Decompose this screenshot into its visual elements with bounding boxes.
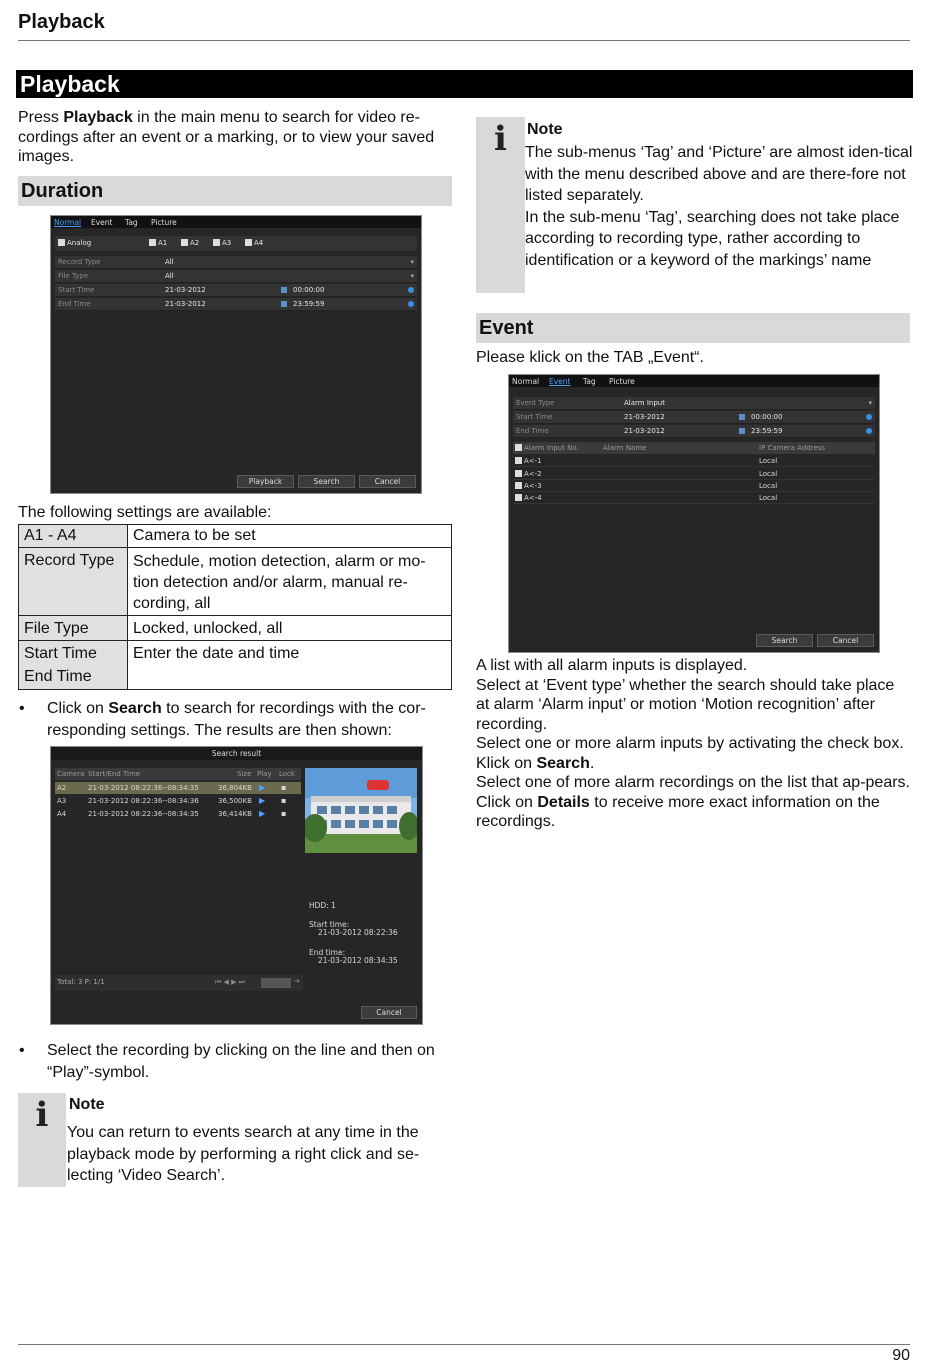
table-row [19, 525, 452, 548]
camera-a2-checkbox[interactable]: A2 [181, 239, 199, 247]
running-title: Playback [18, 11, 105, 33]
select-all-checkbox[interactable] [515, 444, 522, 451]
info-icon: i [35, 1095, 49, 1135]
lock-icon[interactable]: ▪ [281, 809, 287, 818]
setting-key: Record Type [19, 548, 128, 616]
setting-value: Camera to be set [128, 525, 452, 548]
clock-icon[interactable] [408, 287, 414, 293]
end-time-label: End time: [309, 948, 346, 957]
alarm-checkbox[interactable] [515, 494, 522, 501]
record-type-row[interactable]: Record Type All ▾ [55, 256, 417, 269]
tab-event[interactable]: Event [549, 377, 571, 386]
note-text: You can return to events search at any time in the playback mode by performing a right click and se-lecting ‘Video Search’. [67, 1124, 420, 1184]
alarm-table-header: Alarm Input No. Alarm Name IP Camera Address [513, 442, 875, 454]
tab-normal[interactable]: Normal [512, 377, 540, 386]
table-row[interactable]: A<-1 Local [513, 455, 875, 467]
event-type-row[interactable]: Event Type Alarm Input ▾ [513, 397, 875, 410]
tab-tag[interactable]: Tag [125, 218, 138, 227]
lock-icon[interactable]: ▪ [281, 783, 287, 792]
calendar-icon[interactable] [739, 414, 745, 420]
table-row[interactable]: A<-4 Local [513, 492, 875, 504]
search-button[interactable]: Search [756, 634, 813, 647]
table-row[interactable]: A<-3 Local [513, 480, 875, 492]
note-sidebar [18, 1093, 66, 1187]
alarm-checkbox[interactable] [515, 470, 522, 477]
setting-value: Enter the date and time [128, 641, 452, 690]
info-icon: i [494, 119, 507, 159]
analog-checkbox[interactable]: Analog [58, 239, 91, 247]
note-sidebar [476, 117, 525, 293]
table-row [19, 548, 452, 616]
footer-rule [18, 1344, 910, 1345]
setting-value: Locked, unlocked, all [128, 616, 452, 641]
dvr-tab-bar [51, 216, 421, 228]
dvr-tab-bar [509, 375, 879, 387]
table-row [19, 616, 452, 641]
preview-thumbnail [305, 768, 417, 853]
event-heading: Event [476, 313, 910, 343]
hdd-info: HDD: 1 [309, 901, 336, 910]
bullet-search: Click on Search to search for recordings with the cor-responding settings. The results are then shown: [47, 700, 426, 739]
cancel-button[interactable]: Cancel [361, 1006, 417, 1019]
lock-icon[interactable]: ▪ [281, 796, 287, 805]
camera-a4-checkbox[interactable]: A4 [245, 239, 263, 247]
play-icon[interactable]: ▶ [259, 783, 266, 792]
alarm-checkbox[interactable] [515, 457, 522, 464]
start-time-label: Start time: [309, 920, 350, 929]
dialog-title: Search result [51, 747, 422, 760]
cancel-button[interactable]: Cancel [817, 634, 874, 647]
note-title: Note [527, 121, 563, 138]
page-input[interactable] [261, 978, 291, 988]
play-icon[interactable]: ▶ [259, 809, 266, 818]
chevron-down-icon: ▾ [868, 399, 872, 407]
calendar-icon[interactable] [281, 287, 287, 293]
bullet-dot: • [19, 700, 25, 717]
clock-icon[interactable] [866, 414, 872, 420]
pagination-bar [55, 975, 303, 991]
chevron-down-icon: ▾ [410, 258, 414, 266]
setting-key: A1 - A4 [19, 525, 128, 548]
bullet-dot: • [19, 1042, 25, 1059]
clock-icon[interactable] [866, 428, 872, 434]
chevron-down-icon: ▾ [410, 272, 414, 280]
calendar-icon[interactable] [739, 428, 745, 434]
table-row[interactable]: A4 21-03-2012 08:22:36--08:34:35 36,414KB ▶ ▪ [57, 809, 287, 818]
event-screenshot [508, 374, 880, 653]
note-title: Note [69, 1096, 105, 1113]
page-nav-icons[interactable]: ⏮ ◀ ▶ ⏭ [215, 978, 246, 986]
bullet-select-recording: Select the recording by clicking on the line and then on “Play”-symbol. [47, 1042, 435, 1081]
playback-button[interactable]: Playback [237, 475, 294, 488]
setting-key: File Type [19, 616, 128, 641]
event-intro: Please klick on the TAB „Event“. [476, 349, 704, 366]
alarm-checkbox[interactable] [515, 482, 522, 489]
start-time-value: 21-03-2012 08:22:36 [318, 928, 398, 937]
search-button[interactable]: Search [298, 475, 355, 488]
event-description: A list with all alarm inputs is displayed. Select at ‘Event type’ whether the search should take place at alarm ‘Alarm input’ or motion ‘Motion recognition’ after recording. Select one or more alarm inputs by activating the check box. Klick on Search. Select one of more alarm recordings on the list that ap-pears. Click on Details to receive more exact information on the recordings. [476, 657, 910, 830]
table-row[interactable]: A2 21-03-2012 08:22:36--08:34:35 36,804KB ▶ ▪ [55, 782, 301, 794]
intro-paragraph: Press Playback in the main menu to search for video re-cordings after an event or a marking, or to view your saved images. [18, 109, 435, 165]
result-header: Camera Start/End Time Size Play Lock [55, 768, 301, 780]
file-type-row[interactable]: File Type All ▾ [55, 270, 417, 283]
setting-value: Schedule, motion detection, alarm or mo-tion detection and/or alarm, manual re-cording, all [128, 548, 452, 616]
go-icon[interactable]: ➔ [294, 977, 300, 985]
tab-tag[interactable]: Tag [583, 377, 596, 386]
table-row [19, 641, 452, 690]
camera-row [55, 236, 417, 252]
duration-heading: Duration [18, 176, 452, 206]
end-time-row[interactable]: End Time 21-03-2012 23:59:59 [513, 425, 875, 438]
camera-a1-checkbox[interactable]: A1 [149, 239, 167, 247]
note-text: The sub-menus ‘Tag’ and ‘Picture’ are almost iden-tical with the menu described above and are there-fore not listed separately. In the sub-menu ‘Tag’, searching does not take place according to recording type, rather according to identification or a keyword of the markings’ name [525, 144, 913, 269]
tab-normal[interactable]: Normal [54, 218, 82, 227]
settings-intro: The following settings are available: [18, 504, 272, 521]
tab-picture[interactable]: Picture [609, 377, 635, 386]
settings-table [18, 524, 452, 690]
header-rule [18, 40, 910, 41]
page-number: 90 [892, 1347, 910, 1364]
clock-icon[interactable] [408, 301, 414, 307]
tab-picture[interactable]: Picture [151, 218, 177, 227]
play-icon[interactable]: ▶ [259, 796, 266, 805]
table-row[interactable]: A3 21-03-2012 08:22:36--08:34:36 36,500KB ▶ ▪ [57, 796, 287, 805]
table-row[interactable]: A<-2 Local [513, 468, 875, 480]
start-time-row[interactable]: Start Time 21-03-2012 00:00:00 [513, 411, 875, 424]
result-total: Total: 3 P: 1/1 [57, 978, 105, 986]
calendar-icon[interactable] [281, 301, 287, 307]
search-result-screenshot [50, 746, 423, 1025]
tab-event[interactable]: Event [91, 218, 113, 227]
start-time-row[interactable]: Start Time 21-03-2012 00:00:00 [55, 284, 417, 297]
end-time-value: 21-03-2012 08:34:35 [318, 956, 398, 965]
duration-screenshot [50, 215, 422, 494]
cancel-button[interactable]: Cancel [359, 475, 416, 488]
end-time-row[interactable]: End Time 21-03-2012 23:59:59 [55, 298, 417, 311]
camera-a3-checkbox[interactable]: A3 [213, 239, 231, 247]
setting-key: Start Time End Time [19, 641, 128, 690]
section-title: Playback [16, 70, 913, 98]
